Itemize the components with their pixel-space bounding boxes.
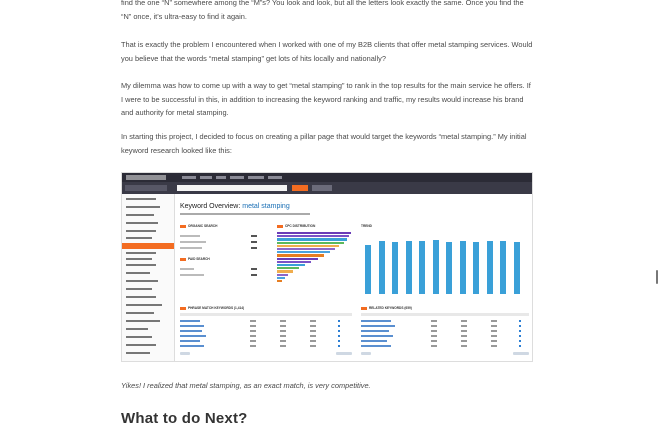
overview-meta <box>180 213 310 215</box>
view-all-button <box>336 352 352 355</box>
table-cell <box>461 335 467 337</box>
serp-icon <box>519 330 521 332</box>
metric-value <box>251 235 257 237</box>
cpc-bar <box>277 280 282 282</box>
metric-label <box>180 268 194 270</box>
paragraph: In starting this project, I decided to focus on creating a pillar page that would target the keywords “metal stamping.” My initial keyword research looked like this: <box>121 132 527 155</box>
title-prefix: Keyword Overview: <box>180 203 241 210</box>
serp-icon <box>338 320 340 322</box>
table-cell <box>461 330 467 332</box>
phrase-match-label: PHRASE MATCH KEYWORDS (1,414) <box>180 306 244 310</box>
table-cell <box>280 325 286 327</box>
table-cell <box>431 335 437 337</box>
table-cell <box>491 325 497 327</box>
export-button <box>180 352 190 355</box>
table-cell <box>461 320 467 322</box>
table-row <box>361 335 393 337</box>
table-cell <box>280 320 286 322</box>
table-cell <box>310 335 316 337</box>
nav-item <box>230 176 244 179</box>
serp-icon <box>338 325 340 327</box>
cpc-bar <box>277 274 288 276</box>
serp-icon <box>519 345 521 347</box>
trend-bar <box>460 241 466 294</box>
sidebar-active-item <box>122 243 174 249</box>
trend-bar <box>365 245 371 294</box>
serp-icon <box>519 325 521 327</box>
serp-icon <box>338 330 340 332</box>
cpc-bar <box>277 254 324 256</box>
table-row <box>361 345 391 347</box>
metric-value <box>251 268 257 270</box>
cpc-distribution-label: CPC DISTRIBUTION <box>277 224 315 228</box>
cpc-bar <box>277 261 311 263</box>
sidebar-item <box>126 296 156 298</box>
section-heading: What to do Next? <box>121 410 248 427</box>
trend-bar <box>500 241 506 294</box>
paragraph: find the one “N” somewhere among the “M”s? You look and look, but all the letters look exactly the same. Once you find the “N” once, it’s ultra-easy to find it again. <box>121 0 524 21</box>
table-row <box>361 325 395 327</box>
paragraph: That is exactly the problem I encountered when I worked with one of my B2B clients that offer metal stamping services. Would you believe that the words “metal stamping” get lots of hits locally and nationally? <box>121 40 533 63</box>
metric-label <box>180 247 202 249</box>
cpc-bar <box>277 251 330 253</box>
trend-bar <box>487 241 493 294</box>
table-cell <box>310 340 316 342</box>
table-cell <box>310 325 316 327</box>
table-row <box>361 340 387 342</box>
cpc-bar <box>277 270 293 272</box>
table-cell <box>250 335 256 337</box>
metric-value <box>251 274 257 276</box>
sidebar-item <box>126 288 152 290</box>
table-cell <box>250 340 256 342</box>
view-all-button <box>513 352 529 355</box>
title-term: metal stamping <box>242 203 290 210</box>
table-row <box>180 325 204 327</box>
nav-item <box>216 176 226 179</box>
table-cell <box>461 345 467 347</box>
cpc-bar <box>277 264 305 266</box>
metric-value <box>251 241 257 243</box>
table-cell <box>250 325 256 327</box>
table-cell <box>280 330 286 332</box>
table-cell <box>431 325 437 327</box>
export-button <box>361 352 371 355</box>
cpc-bar <box>277 242 344 244</box>
sidebar-item <box>126 198 156 200</box>
sidebar-item <box>126 258 152 260</box>
table-row <box>361 330 389 332</box>
organic-search-label: ORGANIC SEARCH <box>180 224 217 228</box>
table-cell <box>280 345 286 347</box>
trend-bar <box>379 241 385 294</box>
trend-bar <box>419 241 425 294</box>
cpc-bar <box>277 232 351 234</box>
table-cell <box>461 340 467 342</box>
sidebar-item <box>126 344 156 346</box>
sidebar-item <box>126 230 156 232</box>
sidebar-item <box>126 222 158 224</box>
projects-button <box>312 185 332 191</box>
table-cell <box>250 330 256 332</box>
page-scrollbar[interactable] <box>656 270 658 284</box>
table-cell <box>491 340 497 342</box>
trend-bar <box>433 240 439 294</box>
table-cell <box>491 345 497 347</box>
search-button <box>292 185 308 191</box>
table-row <box>180 340 200 342</box>
sidebar-item <box>126 206 160 208</box>
sidebar-item <box>126 328 148 330</box>
app-main <box>175 194 533 362</box>
keyword-research-screenshot <box>121 172 533 362</box>
trend-bar <box>406 241 412 294</box>
table-row <box>180 330 202 332</box>
app-sidebar <box>122 194 175 362</box>
sidebar-item <box>126 264 156 266</box>
sidebar-item <box>126 304 162 306</box>
table-cell <box>250 320 256 322</box>
image-caption: Yikes! I realized that metal stamping, as an exact match, is very competitive. <box>121 381 371 390</box>
table-row <box>180 345 204 347</box>
app-logo <box>126 175 166 180</box>
sidebar-item <box>126 336 152 338</box>
table-cell <box>310 330 316 332</box>
table-row <box>180 320 200 322</box>
database-select <box>125 185 167 191</box>
sidebar-item <box>126 252 156 254</box>
table-cell <box>431 345 437 347</box>
table-cell <box>280 335 286 337</box>
sidebar-item <box>126 320 160 322</box>
table-row <box>361 320 391 322</box>
serp-icon <box>338 335 340 337</box>
paragraph: My dilemma was how to come up with a way to get “metal stamping” to rank in the top results for the main service he offers. If I were to be successful in this, in addition to increasing the keyword ranking and traffic, my results would increase his brand and authority for metal stamping. <box>121 81 531 118</box>
paid-search-label: PAID SEARCH <box>180 257 210 261</box>
table-cell <box>431 340 437 342</box>
metric-label <box>180 235 200 237</box>
table-cell <box>491 330 497 332</box>
trend-label: TREND <box>361 224 372 228</box>
search-row <box>122 182 532 194</box>
table-cell <box>431 320 437 322</box>
sidebar-item <box>126 272 150 274</box>
table-cell <box>461 325 467 327</box>
table-cell <box>310 320 316 322</box>
table-cell <box>431 330 437 332</box>
nav-item <box>268 176 282 179</box>
trend-bar <box>473 242 479 294</box>
metric-label <box>180 274 204 276</box>
metric-label <box>180 241 206 243</box>
trend-bar <box>514 242 520 294</box>
serp-icon <box>519 335 521 337</box>
nav-item <box>200 176 212 179</box>
trend-bar <box>392 242 398 294</box>
serp-icon <box>338 340 340 342</box>
sidebar-item <box>126 214 154 216</box>
sidebar-item <box>126 237 152 239</box>
trend-bar <box>446 242 452 294</box>
sidebar-item <box>126 280 158 282</box>
table-cell <box>491 335 497 337</box>
cpc-bar <box>277 235 349 237</box>
serp-icon <box>338 345 340 347</box>
app-top-bar <box>122 173 532 182</box>
table-cell <box>491 320 497 322</box>
serp-icon <box>519 320 521 322</box>
cpc-bar <box>277 245 339 247</box>
related-keywords-label: RELATED KEYWORDS (659) <box>361 306 412 310</box>
table-cell <box>250 345 256 347</box>
sidebar-item <box>126 312 154 314</box>
serp-icon <box>519 340 521 342</box>
keyword-overview-title <box>180 203 290 210</box>
cpc-bar <box>277 238 347 240</box>
cpc-bar <box>277 277 285 279</box>
metric-value <box>251 247 257 249</box>
table-row <box>180 335 206 337</box>
table-cell <box>280 340 286 342</box>
table-header <box>180 313 352 316</box>
cpc-bar <box>277 267 299 269</box>
table-cell <box>310 345 316 347</box>
nav-item <box>182 176 196 179</box>
table-header <box>361 313 529 316</box>
search-field <box>177 185 287 191</box>
cpc-bar <box>277 258 318 260</box>
cpc-bar <box>277 248 335 250</box>
sidebar-item <box>126 352 150 354</box>
nav-item <box>248 176 264 179</box>
